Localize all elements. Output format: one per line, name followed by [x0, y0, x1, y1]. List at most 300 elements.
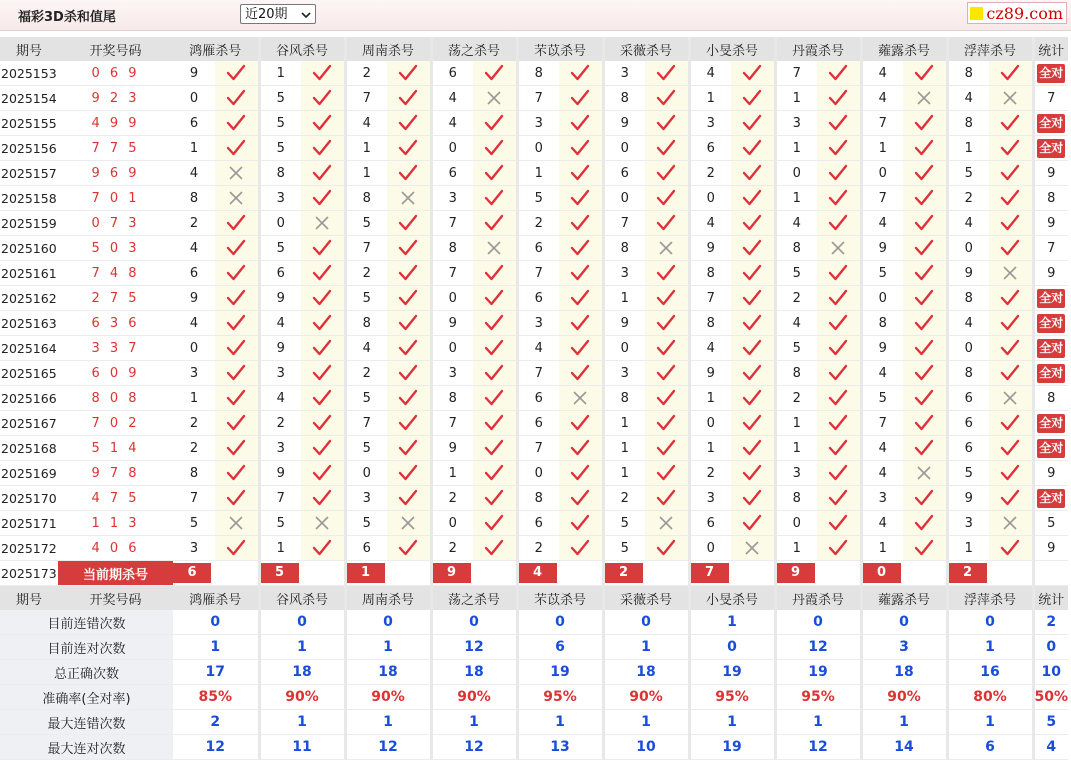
kill-number-cell: 1	[775, 186, 817, 211]
kill-number-cell: 3	[603, 361, 645, 386]
check-icon	[301, 461, 345, 486]
check-icon	[387, 261, 431, 286]
check-icon	[903, 161, 947, 186]
current-kill-number: 5	[261, 563, 299, 583]
kill-number-cell: 8	[947, 286, 989, 311]
check-icon	[817, 461, 861, 486]
kill-number-cell: 8	[517, 486, 559, 511]
check-icon	[215, 286, 259, 311]
kill-number-cell: 0	[689, 411, 731, 436]
period-cell: 2025163	[0, 311, 58, 336]
draw-number-cell: 7 7 5	[58, 136, 173, 161]
draw-number-cell: 8 0 8	[58, 386, 173, 411]
check-icon	[903, 61, 947, 86]
kill-number-cell: 9	[603, 311, 645, 336]
check-icon	[903, 286, 947, 311]
site-logo[interactable]	[967, 2, 1067, 24]
kill-number-cell: 4	[173, 311, 215, 336]
kill-number-cell: 4	[517, 336, 559, 361]
summary-value: 80%	[947, 685, 1033, 710]
col-header-expert: 周南杀号	[345, 37, 431, 61]
check-icon	[215, 411, 259, 436]
summary-value: 1	[603, 710, 689, 735]
check-icon	[731, 111, 775, 136]
check-icon	[903, 486, 947, 511]
check-icon	[645, 411, 689, 436]
check-icon	[301, 386, 345, 411]
check-icon	[301, 261, 345, 286]
check-icon	[559, 261, 603, 286]
kill-number-cell: 9	[947, 486, 989, 511]
kill-number-cell: 5	[775, 261, 817, 286]
kill-number-cell: 8	[603, 86, 645, 111]
kill-number-cell: 6	[517, 386, 559, 411]
kill-number-cell: 7	[775, 61, 817, 86]
kill-number-cell: 2	[173, 211, 215, 236]
kill-number-cell: 1	[603, 411, 645, 436]
kill-number-cell: 7	[345, 236, 387, 261]
kill-number-cell: 5	[775, 336, 817, 361]
check-icon	[903, 536, 947, 561]
check-icon	[559, 436, 603, 461]
check-icon	[645, 311, 689, 336]
check-icon	[989, 236, 1033, 261]
kill-number-cell: 5	[259, 236, 301, 261]
check-icon	[989, 211, 1033, 236]
kill-number-cell: 1	[345, 136, 387, 161]
check-icon	[989, 136, 1033, 161]
draw-number-cell: 7 0 1	[58, 186, 173, 211]
summary-value: 0	[173, 610, 259, 635]
summary-value: 90%	[861, 685, 947, 710]
kill-number-cell: 8	[775, 486, 817, 511]
check-icon	[903, 386, 947, 411]
current-kill-cell	[947, 561, 1033, 586]
kill-number-cell: 1	[517, 161, 559, 186]
summary-value: 19	[775, 660, 861, 685]
check-icon	[473, 386, 517, 411]
check-icon	[301, 336, 345, 361]
kill-number-cell: 3	[431, 186, 473, 211]
kill-number-cell: 0	[947, 236, 989, 261]
check-icon	[645, 536, 689, 561]
check-icon	[559, 336, 603, 361]
check-icon	[731, 386, 775, 411]
kill-number-cell: 5	[947, 461, 989, 486]
kill-number-cell: 9	[259, 336, 301, 361]
current-kill-number: 7	[691, 563, 729, 583]
summary-value: 1	[173, 635, 259, 660]
summary-value: 1	[947, 635, 1033, 660]
summary-row	[0, 635, 1068, 660]
check-icon	[817, 61, 861, 86]
correct-count: 9	[1047, 265, 1056, 281]
period-cell: 2025168	[0, 436, 58, 461]
stat-cell	[1033, 486, 1068, 511]
draw-number-cell: 1 1 3	[58, 511, 173, 536]
correct-count: 8	[1047, 190, 1056, 206]
current-period-cell: 2025173	[0, 561, 58, 586]
kill-number-cell: 4	[689, 211, 731, 236]
correct-count: 9	[1047, 465, 1056, 481]
summary-value: 90%	[345, 685, 431, 710]
check-icon	[645, 436, 689, 461]
current-kill-cell	[517, 561, 603, 586]
logo-square-icon	[970, 7, 983, 20]
kill-number-cell: 1	[603, 436, 645, 461]
check-icon	[817, 211, 861, 236]
stat-cell	[1033, 311, 1068, 336]
check-icon	[731, 411, 775, 436]
current-kill-cell	[259, 561, 345, 586]
kill-number-cell: 4	[689, 61, 731, 86]
check-icon	[903, 436, 947, 461]
kill-number-cell: 1	[259, 536, 301, 561]
kill-number-cell: 6	[517, 286, 559, 311]
kill-number-cell: 7	[345, 411, 387, 436]
kill-number-cell: 5	[259, 511, 301, 536]
kill-number-cell: 1	[861, 536, 903, 561]
draw-number-cell: 0 6 9	[58, 61, 173, 86]
kill-number-cell: 9	[173, 286, 215, 311]
current-kill-cell	[173, 561, 259, 586]
kill-number-cell: 6	[173, 261, 215, 286]
kill-number-cell: 9	[947, 261, 989, 286]
check-icon	[817, 161, 861, 186]
check-icon	[817, 261, 861, 286]
kill-number-cell: 2	[345, 61, 387, 86]
check-icon	[989, 461, 1033, 486]
check-icon	[387, 386, 431, 411]
col-header-expert: 鸿雁杀号	[173, 586, 259, 611]
kill-number-cell: 2	[173, 436, 215, 461]
col-header-stat: 统计	[1033, 586, 1068, 611]
check-icon	[645, 486, 689, 511]
summary-stat-value: 2	[1033, 610, 1068, 635]
check-icon	[645, 136, 689, 161]
kill-number-cell: 4	[861, 61, 903, 86]
kill-number-cell: 1	[689, 386, 731, 411]
all-correct-badge: 全对	[1037, 489, 1065, 508]
kill-number-cell: 2	[431, 536, 473, 561]
kill-number-cell: 2	[345, 261, 387, 286]
kill-number-cell: 1	[173, 136, 215, 161]
kill-number-cell: 3	[775, 111, 817, 136]
kill-number-cell: 3	[775, 461, 817, 486]
draw-number-cell: 9 2 3	[58, 86, 173, 111]
check-icon	[473, 361, 517, 386]
summary-label: 最大连错次数	[0, 710, 173, 735]
kill-number-cell: 7	[861, 186, 903, 211]
kill-number-cell: 6	[517, 411, 559, 436]
check-icon	[473, 111, 517, 136]
summary-value: 3	[861, 635, 947, 660]
table-row	[0, 111, 1068, 136]
summary-value: 0	[775, 610, 861, 635]
check-icon	[215, 86, 259, 111]
kill-number-cell: 3	[345, 486, 387, 511]
kill-number-cell: 9	[259, 286, 301, 311]
summary-value: 18	[431, 660, 517, 685]
period-cell: 2025156	[0, 136, 58, 161]
summary-value: 0	[431, 610, 517, 635]
check-icon	[559, 236, 603, 261]
kill-number-cell: 3	[603, 261, 645, 286]
kill-number-cell: 4	[259, 311, 301, 336]
kill-number-cell: 6	[947, 436, 989, 461]
kill-number-cell: 3	[259, 361, 301, 386]
draw-number-cell: 4 9 9	[58, 111, 173, 136]
check-icon	[387, 336, 431, 361]
current-kill-number: 4	[519, 563, 557, 583]
check-icon	[731, 261, 775, 286]
kill-number-cell: 0	[517, 461, 559, 486]
kill-number-cell: 4	[173, 161, 215, 186]
table-row	[0, 386, 1068, 411]
check-icon	[559, 111, 603, 136]
period-range-select[interactable]	[240, 4, 316, 24]
kill-number-cell: 3	[689, 111, 731, 136]
stat-cell	[1033, 436, 1068, 461]
cross-icon	[387, 186, 431, 211]
kill-number-cell: 3	[431, 361, 473, 386]
check-icon	[215, 461, 259, 486]
kill-number-cell: 6	[603, 161, 645, 186]
table-row	[0, 336, 1068, 361]
period-cell: 2025167	[0, 411, 58, 436]
kill-number-cell: 0	[603, 136, 645, 161]
check-icon	[215, 261, 259, 286]
kill-number-cell: 5	[861, 386, 903, 411]
check-icon	[301, 111, 345, 136]
kill-number-cell: 7	[517, 436, 559, 461]
check-icon	[731, 86, 775, 111]
check-icon	[645, 286, 689, 311]
kill-number-cell: 5	[173, 511, 215, 536]
check-icon	[903, 186, 947, 211]
check-icon	[645, 361, 689, 386]
summary-stat-value: 50%	[1033, 685, 1068, 710]
kill-number-cell: 6	[517, 511, 559, 536]
kill-number-cell: 0	[431, 286, 473, 311]
check-icon	[817, 186, 861, 211]
summary-value: 95%	[517, 685, 603, 710]
period-cell: 2025166	[0, 386, 58, 411]
check-icon	[473, 261, 517, 286]
kill-number-cell: 8	[775, 361, 817, 386]
table-header	[0, 37, 1068, 61]
stat-cell	[1033, 536, 1068, 561]
kill-number-cell: 7	[603, 211, 645, 236]
col-header-expert: 荡之杀号	[431, 586, 517, 611]
current-kill-label: 当前期杀号	[58, 561, 173, 586]
period-cell: 2025170	[0, 486, 58, 511]
kill-number-cell: 6	[431, 161, 473, 186]
check-icon	[387, 486, 431, 511]
summary-value: 14	[861, 735, 947, 760]
check-icon	[645, 461, 689, 486]
kill-number-cell: 9	[603, 111, 645, 136]
check-icon	[215, 336, 259, 361]
period-cell: 2025161	[0, 261, 58, 286]
cross-icon	[387, 511, 431, 536]
cross-icon	[645, 236, 689, 261]
kill-number-cell: 9	[431, 311, 473, 336]
check-icon	[989, 336, 1033, 361]
kill-number-cell: 0	[259, 211, 301, 236]
summary-value: 1	[861, 710, 947, 735]
check-icon	[387, 236, 431, 261]
table-row	[0, 436, 1068, 461]
kill-number-cell: 7	[861, 111, 903, 136]
kill-number-cell: 9	[689, 361, 731, 386]
check-icon	[387, 61, 431, 86]
kill-number-cell: 8	[689, 261, 731, 286]
summary-value: 1	[517, 710, 603, 735]
summary-value: 18	[259, 660, 345, 685]
current-kill-number: 1	[347, 563, 385, 583]
summary-value: 12	[775, 735, 861, 760]
col-header-stat: 统计	[1033, 37, 1068, 61]
summary-value: 1	[775, 710, 861, 735]
col-header-expert: 鸿雁杀号	[173, 37, 259, 61]
summary-value: 6	[947, 735, 1033, 760]
table-row	[0, 211, 1068, 236]
kill-number-cell: 8	[431, 236, 473, 261]
check-icon	[903, 311, 947, 336]
kill-number-cell: 9	[259, 461, 301, 486]
correct-count: 7	[1047, 90, 1056, 106]
col-header-expert: 荡之杀号	[431, 37, 517, 61]
kill-number-cell: 2	[947, 186, 989, 211]
kill-number-cell: 3	[517, 311, 559, 336]
check-icon	[817, 511, 861, 536]
check-icon	[473, 286, 517, 311]
kill-number-cell: 3	[517, 111, 559, 136]
stat-cell	[1033, 236, 1068, 261]
check-icon	[215, 536, 259, 561]
draw-number-cell: 0 7 3	[58, 211, 173, 236]
kill-number-cell: 2	[603, 486, 645, 511]
summary-value: 1	[431, 710, 517, 735]
summary-value: 0	[689, 635, 775, 660]
check-icon	[989, 436, 1033, 461]
kill-number-cell: 1	[345, 161, 387, 186]
kill-number-cell: 5	[345, 211, 387, 236]
summary-value: 6	[517, 635, 603, 660]
summary-value: 0	[947, 610, 1033, 635]
period-cell: 2025171	[0, 511, 58, 536]
current-kill-number: 6	[173, 563, 211, 583]
check-icon	[645, 186, 689, 211]
check-icon	[473, 61, 517, 86]
period-range-value: 近20期	[245, 7, 288, 22]
current-kill-number: 2	[949, 563, 987, 583]
summary-value: 1	[947, 710, 1033, 735]
check-icon	[989, 186, 1033, 211]
draw-number-cell: 5 0 3	[58, 236, 173, 261]
stat-cell	[1033, 86, 1068, 111]
cross-icon	[989, 386, 1033, 411]
summary-value: 1	[345, 635, 431, 660]
table-row	[0, 361, 1068, 386]
kill-number-cell: 0	[775, 511, 817, 536]
check-icon	[989, 286, 1033, 311]
kill-number-cell: 1	[775, 86, 817, 111]
kill-number-cell: 4	[345, 336, 387, 361]
summary-label: 总正确次数	[0, 660, 173, 685]
kill-number-cell: 4	[775, 311, 817, 336]
summary-value: 1	[259, 710, 345, 735]
stat-cell	[1033, 161, 1068, 186]
kill-number-cell: 5	[603, 536, 645, 561]
summary-stat-value: 5	[1033, 710, 1068, 735]
kill-number-cell: 0	[775, 161, 817, 186]
summary-label: 最大连对次数	[0, 735, 173, 760]
kill-number-cell: 0	[345, 461, 387, 486]
summary-value: 90%	[431, 685, 517, 710]
all-correct-badge: 全对	[1037, 339, 1065, 358]
kill-number-cell: 0	[603, 336, 645, 361]
kill-number-cell: 8	[173, 186, 215, 211]
kill-number-cell: 4	[947, 211, 989, 236]
kill-number-cell: 8	[861, 311, 903, 336]
summary-value: 1	[345, 710, 431, 735]
check-icon	[731, 61, 775, 86]
stat-cell	[1033, 111, 1068, 136]
check-icon	[731, 186, 775, 211]
correct-count: 9	[1047, 165, 1056, 181]
check-icon	[559, 211, 603, 236]
check-icon	[817, 536, 861, 561]
all-correct-badge: 全对	[1037, 114, 1065, 133]
check-icon	[645, 86, 689, 111]
cross-icon	[989, 511, 1033, 536]
check-icon	[559, 61, 603, 86]
kill-number-cell: 2	[259, 411, 301, 436]
check-icon	[387, 461, 431, 486]
summary-value: 90%	[603, 685, 689, 710]
check-icon	[473, 461, 517, 486]
kill-number-cell: 7	[517, 86, 559, 111]
kill-number-cell: 4	[861, 361, 903, 386]
summary-value: 85%	[173, 685, 259, 710]
cross-icon	[301, 511, 345, 536]
correct-count: 5	[1047, 515, 1056, 531]
summary-body	[0, 586, 1068, 760]
kill-number-cell: 8	[345, 186, 387, 211]
col-header-draw: 开奖号码	[58, 586, 173, 611]
kill-number-cell: 0	[603, 186, 645, 211]
current-kill-cell	[431, 561, 517, 586]
check-icon	[645, 261, 689, 286]
table-row	[0, 261, 1068, 286]
check-icon	[215, 486, 259, 511]
col-header-expert: 小旻杀号	[689, 37, 775, 61]
kill-number-cell: 6	[689, 511, 731, 536]
stat-cell	[1033, 61, 1068, 86]
stat-cell	[1033, 336, 1068, 361]
kill-number-cell: 4	[861, 436, 903, 461]
period-cell: 2025158	[0, 186, 58, 211]
summary-label: 目前连错次数	[0, 610, 173, 635]
kill-number-cell: 7	[259, 486, 301, 511]
kill-number-cell: 3	[259, 186, 301, 211]
stat-cell	[1033, 186, 1068, 211]
check-icon	[559, 511, 603, 536]
col-header-expert: 小旻杀号	[689, 586, 775, 611]
check-icon	[301, 436, 345, 461]
